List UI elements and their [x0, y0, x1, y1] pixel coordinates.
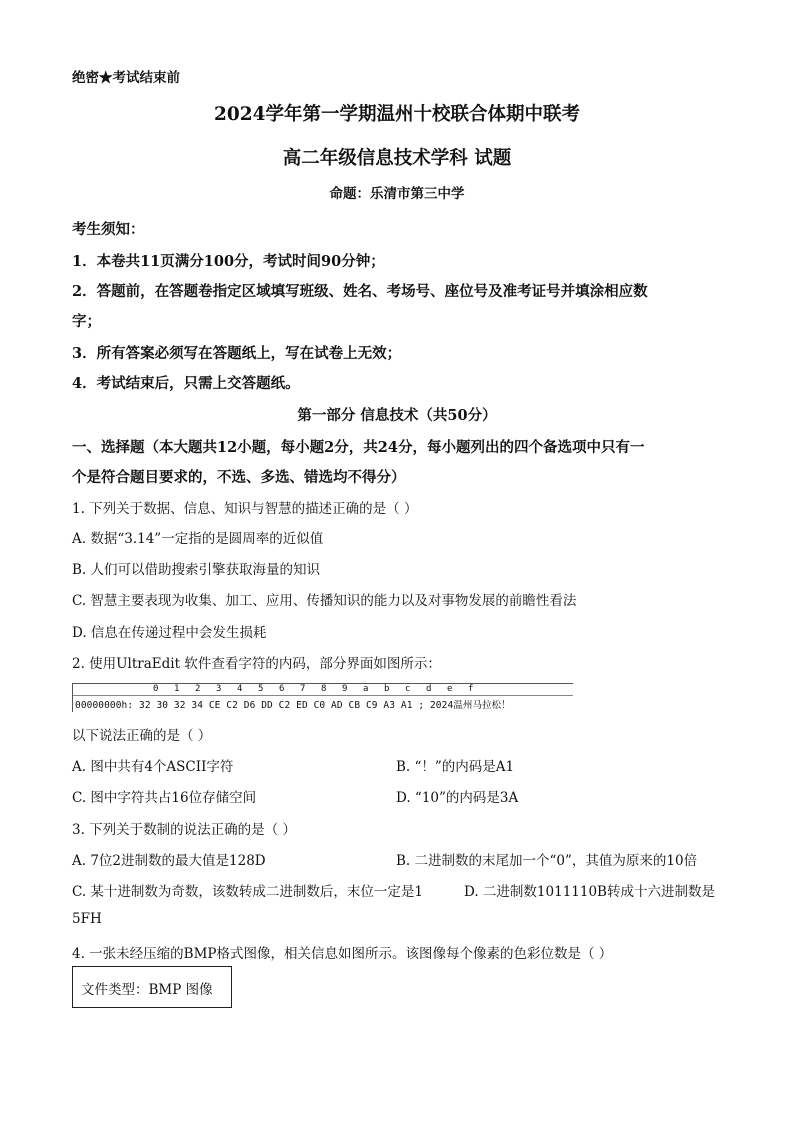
option-b: B. 人们可以借助搜索引擎获取海量的知识 — [72, 562, 321, 578]
question-stem: 1. 下列关于数据、信息、知识与智慧的描述正确的是（ ） — [72, 501, 418, 517]
section-instructions: 一、选择题（本大题共12小题，每小题2分，共24分，每小题列出的四个备选项中只有一 — [72, 439, 645, 456]
notice-item: 2．答题前，在答题卷指定区域填写班级、姓名、考场号、座位号及准考证号并填涂相应数 — [72, 283, 648, 300]
question-prompt: 以下说法正确的是（ ） — [72, 728, 212, 744]
option-d: D. “10”的内码是3A — [396, 790, 519, 806]
hex-col: 1 — [174, 684, 180, 694]
hex-col: 6 — [279, 684, 285, 694]
notice-item: 字； — [72, 313, 101, 330]
notice-item: 3．所有答案必须写在答题纸上，写在试卷上无效； — [72, 345, 402, 362]
option-b: B. 二进制数的末尾加一个“0”，其值为原来的10倍 — [396, 853, 698, 869]
exam-subtitle: 高二年级信息技术学科 试题 — [282, 148, 512, 169]
option-c: C. 智慧主要表现为收集、加工、应用、传播知识的能力以及对事物发展的前瞻性看法 — [72, 593, 577, 609]
option-d-continued: 5FH — [72, 911, 102, 927]
file-type-label: 文件类型：BMP 图像 — [81, 982, 213, 998]
hex-col: c — [405, 684, 411, 694]
exam-author: 命题：乐清市第三中学 — [329, 186, 465, 202]
option-d: D. 信息在传递过程中会发生损耗 — [72, 625, 267, 641]
hex-col: 2 — [195, 684, 201, 694]
image-info-box — [72, 966, 232, 1008]
question-stem: 3. 下列关于数制的说法正确的是（ ） — [72, 822, 296, 838]
hex-column-header — [73, 684, 573, 696]
option-a: A. 数据“3.14”一定指的是圆周率的近似值 — [72, 531, 324, 547]
option-d: D. 二进制数1011110B转成十六进制数是 — [464, 884, 715, 900]
hex-data-row: 00000000h: 32 30 32 34 CE C2 D6 DD C2 ED C0 AD CB C9 A3 A1 ; 2024温州马拉松！ — [75, 700, 511, 711]
hex-col: a — [363, 684, 369, 694]
hex-col: 4 — [237, 684, 243, 694]
option-c: C. 某十进制数为奇数，该数转成二进制数后，末位一定是1 — [72, 884, 424, 900]
section-instructions: 个是符合题目要求的，不选、多选、错选均不得分） — [72, 469, 406, 486]
notice-heading: 考生须知： — [72, 221, 145, 238]
notice-item: 4．考试结束后，只需上交答题纸。 — [72, 375, 300, 392]
ultraedit-hex-view — [72, 683, 573, 712]
hex-col: 9 — [342, 684, 348, 694]
hex-col: 0 — [153, 684, 159, 694]
option-a: A. 7位2进制数的最大值是128D — [72, 853, 266, 869]
option-b: B. “！”的内码是A1 — [396, 759, 515, 775]
question-stem: 4. 一张未经压缩的BMP格式图像，相关信息如图所示。该图像每个像素的色彩位数是（ ） — [72, 946, 613, 962]
option-a: A. 图中共有4个ASCII字符 — [72, 759, 234, 775]
hex-col: 7 — [300, 684, 306, 694]
hex-col: f — [468, 684, 474, 694]
question-stem: 2. 使用UltraEdit 软件查看字符的内码，部分界面如图所示： — [72, 656, 441, 672]
secret-mark: 绝密★考试结束前 — [72, 70, 180, 86]
hex-col: 5 — [258, 684, 264, 694]
hex-col: e — [447, 684, 453, 694]
hex-col: d — [426, 684, 432, 694]
notice-item: 1．本卷共11页满分100分，考试时间90分钟； — [72, 253, 385, 270]
hex-col: b — [384, 684, 390, 694]
hex-col: 8 — [321, 684, 327, 694]
hex-col: 3 — [216, 684, 222, 694]
part1-heading: 第一部分 信息技术（共50分） — [297, 407, 497, 424]
exam-title: 2024学年第一学期温州十校联合体期中联考 — [214, 104, 580, 125]
option-c: C. 图中字符共占16位存储空间 — [72, 790, 257, 806]
